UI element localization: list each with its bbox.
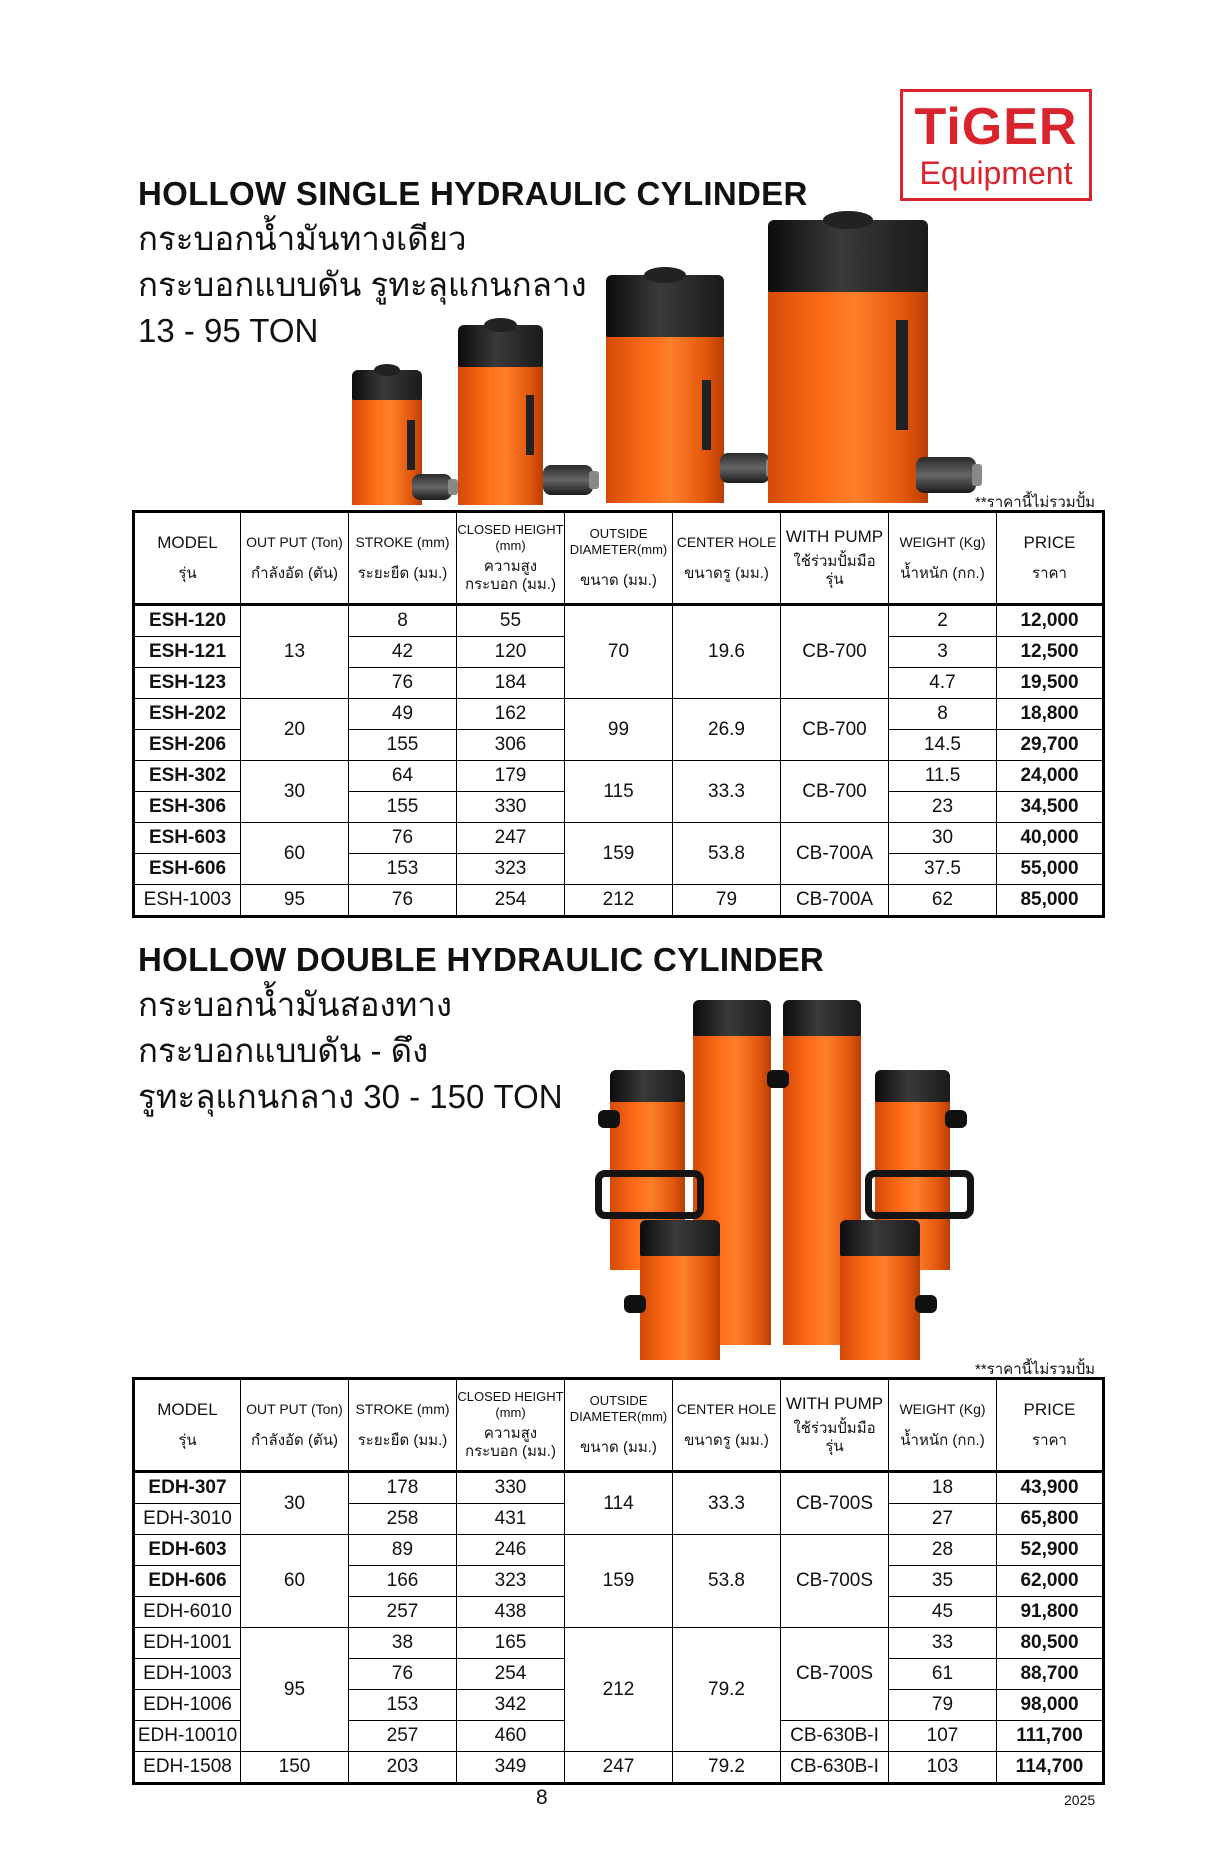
header-with-pump: WITH PUMP ใช้ร่วมปั้มมือ รุ่น: [781, 1379, 889, 1472]
cell-output: 150: [241, 1752, 349, 1784]
price-note-double: **ราคานี้ไม่รวมปั้ม: [975, 1361, 1096, 1378]
cell-stroke: 76: [349, 1659, 457, 1690]
cell-output: 60: [241, 1535, 349, 1628]
cell-stroke: 89: [349, 1535, 457, 1566]
cell-od: 247: [565, 1752, 673, 1784]
section-double-title-th-1: กระบอกน้ำมันสองทาง: [138, 986, 453, 1023]
cell-stroke: 38: [349, 1628, 457, 1659]
single-cylinder-spec-table: [132, 510, 1105, 918]
header-price: PRICE ราคา: [997, 1379, 1104, 1472]
table-row: [134, 699, 1104, 730]
cell-weight: 11.5: [889, 761, 997, 792]
cell-od: 212: [565, 885, 673, 917]
double-cylinder-photo: [585, 995, 985, 1370]
cell-model: ESH-206: [134, 730, 241, 761]
cell-price: 85,000: [997, 885, 1104, 917]
cell-stroke: 155: [349, 730, 457, 761]
cell-stroke: 64: [349, 761, 457, 792]
cell-model: ESH-121: [134, 637, 241, 668]
cell-closed: 431: [457, 1504, 565, 1535]
cell-stroke: 178: [349, 1472, 457, 1504]
page-number: 8: [536, 1786, 548, 1809]
cell-closed: 323: [457, 1566, 565, 1597]
cell-model: EDH-1006: [134, 1690, 241, 1721]
cell-closed: 162: [457, 699, 565, 730]
cell-model: EDH-606: [134, 1566, 241, 1597]
cell-model: ESH-120: [134, 605, 241, 637]
cell-price: 55,000: [997, 854, 1104, 885]
cell-weight: 3: [889, 637, 997, 668]
cell-pump: CB-700A: [781, 885, 889, 917]
header-stroke: STROKE (mm) ระยะยืด (มม.): [349, 512, 457, 605]
cell-weight: 37.5: [889, 854, 997, 885]
cell-price: 34,500: [997, 792, 1104, 823]
cell-closed: 165: [457, 1628, 565, 1659]
cell-output: 60: [241, 823, 349, 885]
table-row: [134, 1628, 1104, 1659]
cell-closed: 438: [457, 1597, 565, 1628]
cell-stroke: 153: [349, 854, 457, 885]
cell-output: 30: [241, 761, 349, 823]
cell-model: EDH-6010: [134, 1597, 241, 1628]
table-header-row: [134, 512, 1104, 605]
cell-stroke: 8: [349, 605, 457, 637]
cell-price: 29,700: [997, 730, 1104, 761]
cell-weight: 4.7: [889, 668, 997, 699]
cell-od: 159: [565, 1535, 673, 1628]
cell-stroke: 257: [349, 1721, 457, 1752]
section-single-range: 13 - 95 TON: [138, 312, 319, 349]
cell-model: ESH-606: [134, 854, 241, 885]
cell-closed: 330: [457, 792, 565, 823]
cell-weight: 45: [889, 1597, 997, 1628]
cell-price: 52,900: [997, 1535, 1104, 1566]
cell-stroke: 257: [349, 1597, 457, 1628]
cell-output: 13: [241, 605, 349, 699]
header-center-hole: CENTER HOLE ขนาดรู (มม.): [673, 512, 781, 605]
cell-price: 91,800: [997, 1597, 1104, 1628]
cell-price: 24,000: [997, 761, 1104, 792]
cell-stroke: 153: [349, 1690, 457, 1721]
cell-model: EDH-1001: [134, 1628, 241, 1659]
cell-price: 43,900: [997, 1472, 1104, 1504]
cell-stroke: 76: [349, 885, 457, 917]
cell-pump: CB-700S: [781, 1535, 889, 1628]
header-model: MODEL รุ่น: [134, 512, 241, 605]
cell-weight: 27: [889, 1504, 997, 1535]
cell-weight: 14.5: [889, 730, 997, 761]
header-weight: WEIGHT (Kg) น้ำหนัก (กก.): [889, 512, 997, 605]
cell-model: EDH-1508: [134, 1752, 241, 1784]
cell-stroke: 258: [349, 1504, 457, 1535]
cell-price: 80,500: [997, 1628, 1104, 1659]
cell-closed: 342: [457, 1690, 565, 1721]
cell-stroke: 155: [349, 792, 457, 823]
single-cylinder-photo: [340, 205, 980, 505]
cell-price: 114,700: [997, 1752, 1104, 1784]
cell-price: 65,800: [997, 1504, 1104, 1535]
cell-stroke: 203: [349, 1752, 457, 1784]
section-double-title-th-2: กระบอกแบบดัน - ดึง: [138, 1032, 429, 1069]
table-row: [134, 1535, 1104, 1566]
logo-line-2: Equipment: [919, 155, 1073, 191]
cell-closed: 247: [457, 823, 565, 854]
logo-line-1: TiGER: [914, 98, 1078, 156]
cell-price: 62,000: [997, 1566, 1104, 1597]
cell-pump: CB-700: [781, 699, 889, 761]
cell-center: 26.9: [673, 699, 781, 761]
cell-center: 53.8: [673, 823, 781, 885]
cell-weight: 8: [889, 699, 997, 730]
cell-center: 19.6: [673, 605, 781, 699]
table-row: [134, 1752, 1104, 1784]
cell-stroke: 166: [349, 1566, 457, 1597]
cell-closed: 306: [457, 730, 565, 761]
cell-weight: 35: [889, 1566, 997, 1597]
cell-output: 95: [241, 885, 349, 917]
cell-center: 79.2: [673, 1628, 781, 1752]
cell-closed: 323: [457, 854, 565, 885]
cell-weight: 23: [889, 792, 997, 823]
header-closed-height: CLOSED HEIGHT (mm) ความสูง กระบอก (มม.): [457, 1379, 565, 1472]
section-single-title-en: HOLLOW SINGLE HYDRAULIC CYLINDER: [138, 175, 808, 212]
section-double-title-th-3: รูทะลุแกนกลาง 30 - 150 TON: [138, 1078, 563, 1115]
cell-closed: 330: [457, 1472, 565, 1504]
header-outside-diameter: OUTSIDE DIAMETER(mm) ขนาด (มม.): [565, 512, 673, 605]
header-stroke: STROKE (mm) ระยะยืด (มม.): [349, 1379, 457, 1472]
cell-price: 12,500: [997, 637, 1104, 668]
cell-closed: 55: [457, 605, 565, 637]
cell-output: 20: [241, 699, 349, 761]
header-output: OUT PUT (Ton) กำลังอัด (ตัน): [241, 1379, 349, 1472]
cell-pump: CB-700A: [781, 823, 889, 885]
cell-pump: CB-700S: [781, 1472, 889, 1535]
table-row: [134, 761, 1104, 792]
cell-closed: 120: [457, 637, 565, 668]
cell-price: 18,800: [997, 699, 1104, 730]
tiger-equipment-logo: [900, 89, 1092, 201]
section-double-title-en: HOLLOW DOUBLE HYDRAULIC CYLINDER: [138, 941, 825, 978]
cell-model: EDH-3010: [134, 1504, 241, 1535]
table-row: [134, 1472, 1104, 1504]
cell-closed: 460: [457, 1721, 565, 1752]
cell-pump: CB-630B-I: [781, 1752, 889, 1784]
cell-output: 30: [241, 1472, 349, 1535]
cell-stroke: 76: [349, 668, 457, 699]
cell-price: 12,000: [997, 605, 1104, 637]
header-model: MODEL รุ่น: [134, 1379, 241, 1472]
cell-stroke: 42: [349, 637, 457, 668]
cell-closed: 349: [457, 1752, 565, 1784]
header-center-hole: CENTER HOLE ขนาดรู (มม.): [673, 1379, 781, 1472]
table-row: [134, 605, 1104, 637]
header-output: OUT PUT (Ton) กำลังอัด (ตัน): [241, 512, 349, 605]
cell-closed: 184: [457, 668, 565, 699]
cell-weight: 30: [889, 823, 997, 854]
header-weight: WEIGHT (Kg) น้ำหนัก (กก.): [889, 1379, 997, 1472]
double-cylinder-spec-table: [132, 1377, 1105, 1785]
year-label: 2025: [1064, 1792, 1096, 1808]
header-price: PRICE ราคา: [997, 512, 1104, 605]
cell-weight: 62: [889, 885, 997, 917]
cell-weight: 79: [889, 1690, 997, 1721]
cell-center: 53.8: [673, 1535, 781, 1628]
cell-closed: 254: [457, 885, 565, 917]
cell-stroke: 76: [349, 823, 457, 854]
section-single-title-th-1: กระบอกน้ำมันทางเดียว: [138, 220, 467, 257]
cell-center: 33.3: [673, 761, 781, 823]
table-row: [134, 885, 1104, 917]
cell-weight: 2: [889, 605, 997, 637]
cell-model: EDH-307: [134, 1472, 241, 1504]
cell-pump: CB-700: [781, 761, 889, 823]
cell-price: 19,500: [997, 668, 1104, 699]
cell-weight: 107: [889, 1721, 997, 1752]
cell-stroke: 49: [349, 699, 457, 730]
cell-od: 115: [565, 761, 673, 823]
cell-model: ESH-1003: [134, 885, 241, 917]
cell-closed: 179: [457, 761, 565, 792]
cell-price: 111,700: [997, 1721, 1104, 1752]
cell-weight: 18: [889, 1472, 997, 1504]
cell-center: 79: [673, 885, 781, 917]
table-row: [134, 823, 1104, 854]
header-with-pump: WITH PUMP ใช้ร่วมปั้มมือ รุ่น: [781, 512, 889, 605]
cell-price: 40,000: [997, 823, 1104, 854]
cell-weight: 33: [889, 1628, 997, 1659]
cell-model: ESH-302: [134, 761, 241, 792]
cell-weight: 61: [889, 1659, 997, 1690]
cell-weight: 103: [889, 1752, 997, 1784]
cell-model: EDH-603: [134, 1535, 241, 1566]
cell-pump: CB-700: [781, 605, 889, 699]
cell-od: 99: [565, 699, 673, 761]
cell-od: 159: [565, 823, 673, 885]
table-header-row: [134, 1379, 1104, 1472]
cell-weight: 28: [889, 1535, 997, 1566]
header-closed-height: CLOSED HEIGHT (mm) ความสูง กระบอก (มม.): [457, 512, 565, 605]
cell-model: ESH-603: [134, 823, 241, 854]
cell-pump: CB-630B-I: [781, 1721, 889, 1752]
cell-od: 212: [565, 1628, 673, 1752]
cell-od: 70: [565, 605, 673, 699]
cell-model: EDH-10010: [134, 1721, 241, 1752]
cell-output: 95: [241, 1628, 349, 1752]
cell-model: ESH-306: [134, 792, 241, 823]
cell-model: EDH-1003: [134, 1659, 241, 1690]
section-single-title-th-2: กระบอกแบบดัน รูทะลุแกนกลาง: [138, 266, 587, 303]
cell-closed: 246: [457, 1535, 565, 1566]
cell-price: 98,000: [997, 1690, 1104, 1721]
cell-od: 114: [565, 1472, 673, 1535]
cell-price: 88,700: [997, 1659, 1104, 1690]
cell-center: 79.2: [673, 1752, 781, 1784]
header-outside-diameter: OUTSIDE DIAMETER(mm) ขนาด (มม.): [565, 1379, 673, 1472]
cell-model: ESH-202: [134, 699, 241, 730]
cell-pump: CB-700S: [781, 1628, 889, 1721]
cell-center: 33.3: [673, 1472, 781, 1535]
price-note-single: **ราคานี้ไม่รวมปั้ม: [975, 494, 1096, 511]
cell-model: ESH-123: [134, 668, 241, 699]
cell-closed: 254: [457, 1659, 565, 1690]
